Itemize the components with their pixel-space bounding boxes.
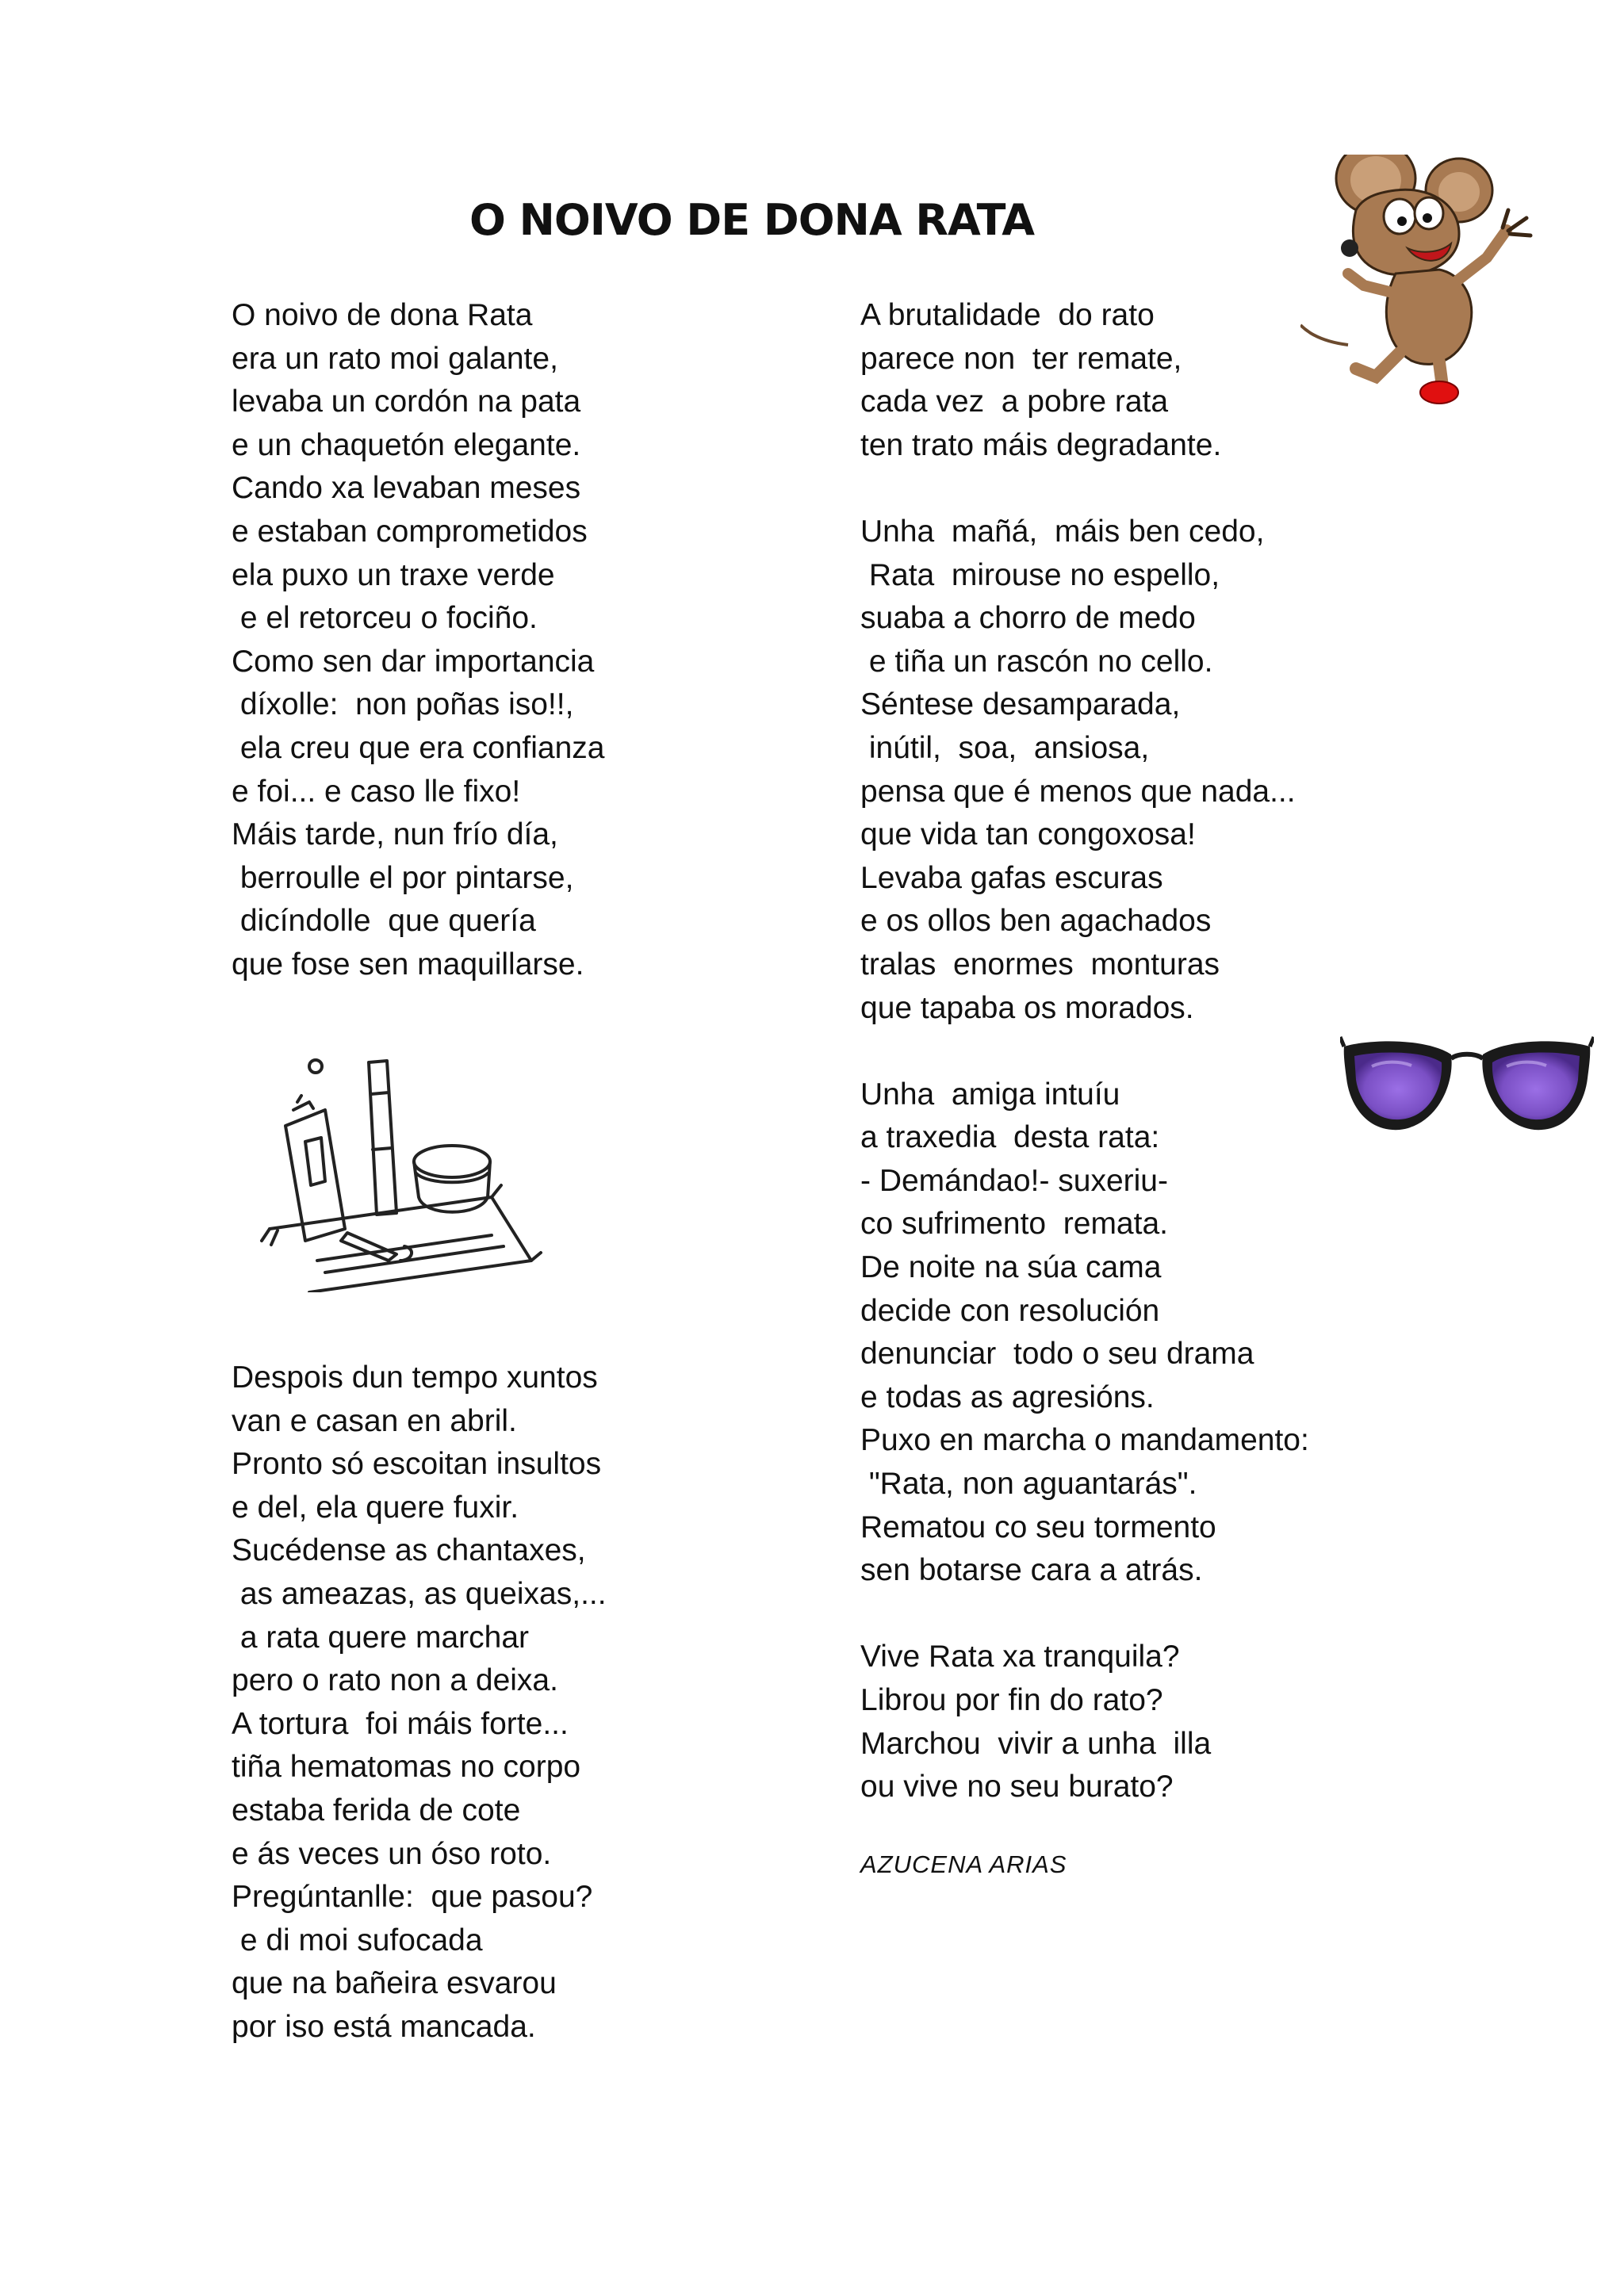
verse-line: Pregúntanlle: que pasou?: [232, 1880, 593, 1915]
verse-line: era un rato moi galante,: [232, 341, 558, 376]
verse-line: que tapaba os morados.: [860, 990, 1194, 1025]
verse-line: Rematou co seu tormento: [860, 1510, 1216, 1544]
verse-line: e os ollos ben agachados: [860, 904, 1212, 939]
verse-line: e todas as agresións.: [860, 1380, 1155, 1414]
poem-right-column: [860, 294, 1309, 1852]
verse-line: Máis tarde, nun frío día,: [232, 817, 558, 852]
verse-line: estaba ferida de cote: [232, 1793, 521, 1827]
verse-line: Unha mañá, máis ben cedo,: [860, 514, 1265, 549]
verse-line: Puxo en marcha o mandamento:: [860, 1423, 1309, 1458]
verse-line: que na bañeira esvarou: [232, 1966, 557, 2001]
verse-line: ten trato máis degradante.: [860, 427, 1222, 462]
verse-line: "Rata, non aguantarás".: [860, 1467, 1197, 1502]
sunglasses-illustration: [1340, 1031, 1594, 1150]
verse-line: e ás veces un óso roto.: [232, 1836, 552, 1871]
stanza: [860, 1073, 1309, 1593]
verse-line: Vive Rata xa tranquila?: [860, 1640, 1180, 1674]
verse-line: díxolle: non poñas iso!!,: [232, 687, 574, 722]
verse-line: Pronto só escoitan insultos: [232, 1447, 602, 1482]
verse-line: ou vive no seu burato?: [860, 1770, 1174, 1804]
verse-line: berroulle el por pintarse,: [232, 860, 574, 895]
verse-line: suaba a chorro de medo: [860, 601, 1196, 636]
verse-line: parece non ter remate,: [860, 341, 1182, 376]
verse-line: Cando xa levaban meses: [232, 471, 581, 506]
verse-line: O noivo de dona Rata: [232, 298, 533, 332]
stanza: [860, 1636, 1309, 1808]
verse-line: dicíndolle que quería: [232, 904, 536, 939]
verse-line: e estaban comprometidos: [232, 514, 588, 549]
verse-line: Marchou vivir a unha illa: [860, 1726, 1212, 1761]
stanza: [860, 511, 1309, 1030]
verse-line: sen botarse cara a atrás.: [860, 1553, 1203, 1588]
verse-line: cada vez a pobre rata: [860, 385, 1169, 419]
verse-line: as ameazas, as queixas,...: [232, 1576, 607, 1611]
poem-left-column-bottom: [232, 1357, 607, 2049]
verse-line: Levaba gafas escuras: [860, 860, 1163, 895]
verse-line: A tortura foi máis forte...: [232, 1706, 569, 1741]
stanza: [860, 294, 1309, 467]
verse-line: Sucédense as chantaxes,: [232, 1533, 586, 1568]
verse-line: e foi... e caso lle fixo!: [232, 774, 521, 809]
verse-line: A brutalidade do rato: [860, 298, 1155, 332]
verse-line: tiña hematomas no corpo: [232, 1750, 581, 1785]
verse-line: De noite na súa cama: [860, 1250, 1162, 1285]
verse-line: Rata mirouse no espello,: [860, 557, 1220, 592]
verse-line: decide con resolución: [860, 1293, 1160, 1328]
verse-line: que vida tan congoxosa!: [860, 817, 1196, 852]
verse-line: pero o rato non a deixa.: [232, 1663, 558, 1698]
verse-line: - Demándao!- suxeriu-: [860, 1163, 1168, 1198]
verse-line: e el retorceu o fociño.: [232, 601, 538, 636]
verse-line: e del, ela quere fuxir.: [232, 1490, 519, 1525]
verse-line: e un chaquetón elegante.: [232, 427, 581, 462]
verse-line: van e casan en abril.: [232, 1403, 517, 1438]
page-title: O NOIVO DE DONA RATA: [469, 195, 1035, 245]
verse-line: tralas enormes monturas: [860, 947, 1220, 982]
verse-line: Séntese desamparada,: [860, 687, 1181, 722]
cosmetics-illustration: [254, 1023, 547, 1292]
verse-line: inútil, soa, ansiosa,: [860, 730, 1150, 765]
verse-line: ela creu que era confianza: [232, 730, 605, 765]
verse-line: a traxedia desta rata:: [860, 1120, 1160, 1155]
verse-line: a rata quere marchar: [232, 1620, 530, 1655]
poem-left-column-top: [232, 294, 604, 987]
verse-line: levaba un cordón na pata: [232, 385, 581, 419]
verse-line: e di moi sufocada: [232, 1923, 483, 1957]
verse-line: que fose sen maquillarse.: [232, 947, 584, 982]
verse-line: co sufrimento remata.: [860, 1207, 1168, 1242]
verse-line: por iso está mancada.: [232, 2009, 536, 2044]
verse-line: Como sen dar importancia: [232, 644, 595, 679]
verse-line: ela puxo un traxe verde: [232, 557, 555, 592]
verse-line: pensa que é menos que nada...: [860, 774, 1296, 809]
cartoon-mouse-illustration: [1300, 155, 1538, 408]
verse-line: Despois dun tempo xuntos: [232, 1360, 598, 1395]
author-signature: AZUCENA ARIAS: [860, 1850, 1067, 1878]
verse-line: e tiña un rascón no cello.: [860, 644, 1213, 679]
verse-line: Unha amiga intuíu: [860, 1077, 1120, 1112]
verse-line: denunciar todo o seu drama: [860, 1337, 1254, 1372]
verse-line: Librou por fin do rato?: [860, 1683, 1163, 1717]
